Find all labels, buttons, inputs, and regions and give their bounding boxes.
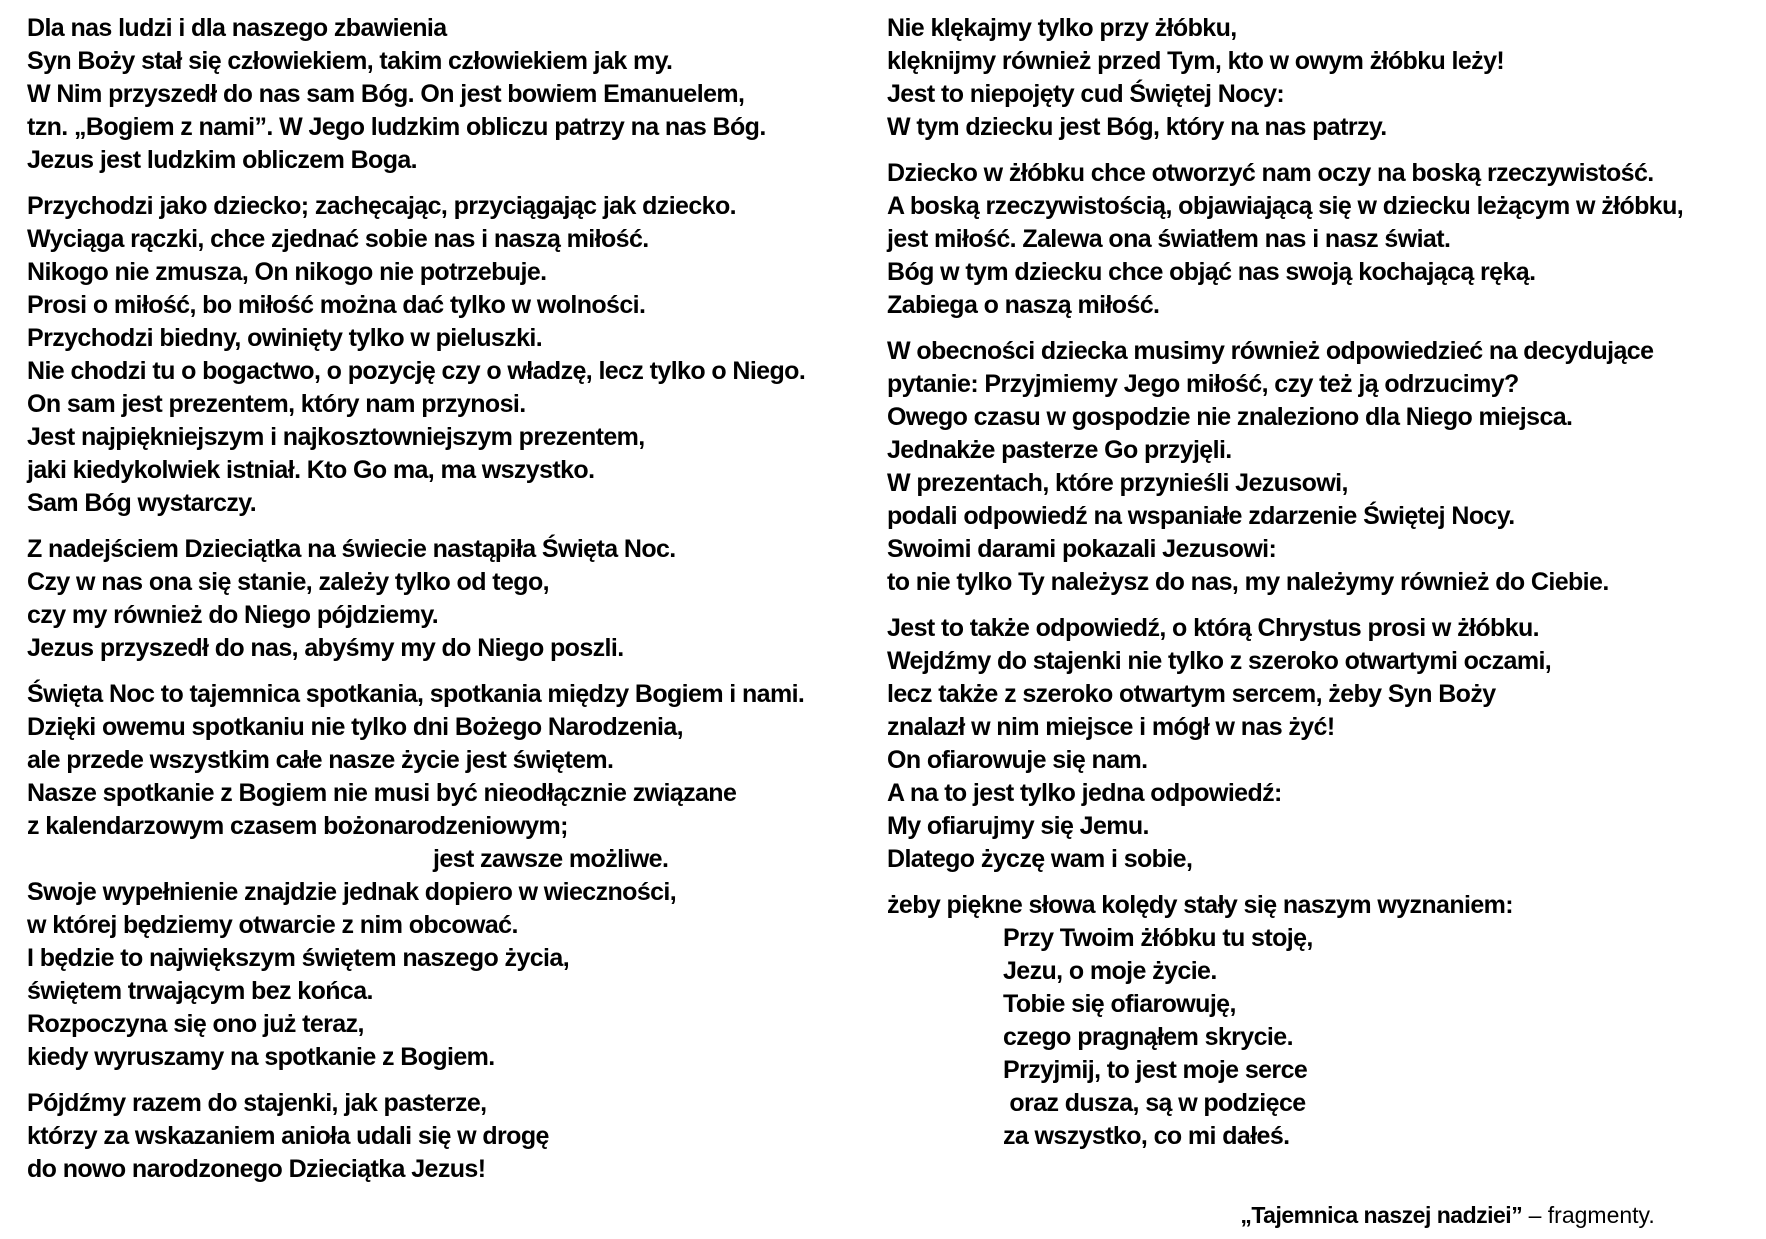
text-line: Jest to także odpowiedź, o którą Chrystus prosi w żłóbku. xyxy=(887,614,1540,642)
text-line: żeby piękne słowa kolędy stały się naszym wyznaniem: xyxy=(887,891,1514,919)
text-line: Jezus przyszedł do nas, abyśmy my do Niego poszli. xyxy=(27,634,624,662)
text-line: Nikogo nie zmusza, On nikogo nie potrzebuje. xyxy=(27,258,547,286)
paragraph-decision xyxy=(887,335,1747,599)
text-line: On sam jest prezentem, który nam przynosi. xyxy=(27,390,526,418)
text-line: Przy Twoim żłóbku tu stoję, xyxy=(1003,924,1313,952)
text-line: którzy za wskazaniem anioła udali się w drogę xyxy=(27,1122,549,1150)
text-line: Prosi o miłość, bo miłość można dać tylko w wolności. xyxy=(27,291,646,319)
text-line: Przyjmij, to jest moje serce xyxy=(1003,1056,1308,1084)
text-line: to nie tylko Ty należysz do nas, my należymy również do Ciebie. xyxy=(887,568,1609,596)
text-line: kiedy wyruszamy na spotkanie z Bogiem. xyxy=(27,1043,495,1071)
text-line: Swoimi darami pokazali Jezusowi: xyxy=(887,535,1277,563)
text-line: jest zawsze możliwe. xyxy=(433,845,669,873)
text-line: On ofiarowuje się nam. xyxy=(887,746,1148,774)
text-line: Bóg w tym dziecku chce objąć nas swoją kochającą ręką. xyxy=(887,258,1536,286)
text-line: Jezu, o moje życie. xyxy=(1003,957,1217,985)
left-column-paragraphs xyxy=(27,12,847,1186)
text-line: Jest najpiękniejszym i najkosztowniejszym prezentem, xyxy=(27,423,645,451)
text-line: Wyciąga rączki, chce zjednać sobie nas i naszą miłość. xyxy=(27,225,649,253)
paragraph-carol-quote xyxy=(887,889,1747,1153)
text-line: Nie klękajmy tylko przy żłóbku, xyxy=(887,14,1237,42)
left-column xyxy=(27,12,847,1199)
text-line: W obecności dziecka musimy również odpowiedzieć na decydujące xyxy=(887,337,1654,365)
text-line: Jezus jest ludzkim obliczem Boga. xyxy=(27,146,418,174)
paragraph-meeting xyxy=(27,678,847,1074)
text-line: Przychodzi biedny, owinięty tylko w pieluszki. xyxy=(27,324,543,352)
text-line: Zabiega o naszą miłość. xyxy=(887,291,1160,319)
text-line: W Nim przyszedł do nas sam Bóg. On jest bowiem Emanuelem, xyxy=(27,80,745,108)
text-line: A na to jest tylko jedna odpowiedź: xyxy=(887,779,1282,807)
text-line: za wszystko, co mi dałeś. xyxy=(1003,1122,1290,1150)
text-line: klęknijmy również przed Tym, kto w owym żłóbku leży! xyxy=(887,47,1505,75)
right-column xyxy=(887,12,1747,1239)
text-line: W tym dziecku jest Bóg, który na nas patrzy. xyxy=(887,113,1387,141)
text-line: Nie chodzi tu o bogactwo, o pozycję czy o władzę, lecz tylko o Niego. xyxy=(27,357,806,385)
text-line: w której będziemy otwarcie z nim obcować. xyxy=(27,911,518,939)
text-line: czego pragnąłem skrycie. xyxy=(1003,1023,1293,1051)
paragraph-answer xyxy=(887,612,1747,876)
text-line: Jednakże pasterze Go przyjęli. xyxy=(887,436,1232,464)
text-line: świętem trwającym bez końca. xyxy=(27,977,373,1005)
text-line: znalazł w nim miejsce i mógł w nas żyć! xyxy=(887,713,1335,741)
paragraph-holy-night xyxy=(27,533,847,665)
text-line: czy my również do Niego pójdziemy. xyxy=(27,601,439,629)
text-line: Swoje wypełnienie znajdzie jednak dopiero w wieczności, xyxy=(27,878,677,906)
attribution-title: „Tajemnica naszej nadziei” xyxy=(1240,1202,1523,1228)
text-line: do nowo narodzonego Dzieciątka Jezus! xyxy=(27,1155,486,1183)
text-line: Z nadejściem Dzieciątka na świecie nastąpiła Święta Noc. xyxy=(27,535,676,563)
right-column-paragraphs xyxy=(887,12,1747,1153)
paragraph-kneel xyxy=(887,12,1747,144)
text-line: My ofiarujmy się Jemu. xyxy=(887,812,1149,840)
text-line: oraz dusza, są w podzięce xyxy=(1003,1089,1306,1117)
paragraph-child xyxy=(27,190,847,520)
text-line: Przychodzi jako dziecko; zachęcając, przyciągając jak dziecko. xyxy=(27,192,736,220)
text-line: Dlatego życzę wam i sobie, xyxy=(887,845,1193,873)
text-line: Jest to niepojęty cud Świętej Nocy: xyxy=(887,80,1285,108)
text-line: lecz także z szeroko otwartym sercem, żeby Syn Boży xyxy=(887,680,1496,708)
text-line: pytanie: Przyjmiemy Jego miłość, czy też ją odrzucimy? xyxy=(887,370,1519,398)
text-line: W prezentach, które przynieśli Jezusowi, xyxy=(887,469,1348,497)
paragraph-divine-reality xyxy=(887,157,1747,322)
text-line: ale przede wszystkim całe nasze życie jest świętem. xyxy=(27,746,614,774)
text-line: I będzie to największym świętem naszego życia, xyxy=(27,944,570,972)
text-line: Dziecko w żłóbku chce otworzyć nam oczy na boską rzeczywistość. xyxy=(887,159,1654,187)
text-line: jest miłość. Zalewa ona światłem nas i nasz świat. xyxy=(887,225,1451,253)
text-line: Święta Noc to tajemnica spotkania, spotkania między Bogiem i nami. xyxy=(27,680,805,708)
paragraph-incarnation xyxy=(27,12,847,177)
text-line: Sam Bóg wystarczy. xyxy=(27,489,257,517)
document-title: Dla nas ludzi i dla naszego zbawienia xyxy=(27,14,447,42)
text-line: Rozpoczyna się ono już teraz, xyxy=(27,1010,364,1038)
text-line: Tobie się ofiarowuję, xyxy=(1003,990,1236,1018)
text-line: tzn. „Bogiem z nami”. W Jego ludzkim obliczu patrzy na nas Bóg. xyxy=(27,113,766,141)
text-line: Pójdźmy razem do stajenki, jak pasterze, xyxy=(27,1089,487,1117)
text-line: Nasze spotkanie z Bogiem nie musi być nieodłącznie związane xyxy=(27,779,737,807)
text-line: A boską rzeczywistością, objawiającą się w dziecku leżącym w żłóbku, xyxy=(887,192,1684,220)
text-line: Wejdźmy do stajenki nie tylko z szeroko otwartymi oczami, xyxy=(887,647,1552,675)
text-line: Owego czasu w gospodzie nie znaleziono dla Niego miejsca. xyxy=(887,403,1573,431)
paragraph-shepherds xyxy=(27,1087,847,1186)
text-line: jaki kiedykolwiek istniał. Kto Go ma, ma wszystko. xyxy=(27,456,595,484)
attribution-line xyxy=(1202,1166,1747,1239)
text-line: Syn Boży stał się człowiekiem, takim człowiekiem jak my. xyxy=(27,47,673,75)
text-line: Czy w nas ona się stanie, zależy tylko od tego, xyxy=(27,568,549,596)
text-line: Dzięki owemu spotkaniu nie tylko dni Bożego Narodzenia, xyxy=(27,713,683,741)
text-line: z kalendarzowym czasem bożonarodzeniowym; xyxy=(27,812,568,840)
text-line: podali odpowiedź na wspaniałe zdarzenie Świętej Nocy. xyxy=(887,502,1515,530)
attribution-suffix: – fragmenty. xyxy=(1522,1202,1655,1228)
